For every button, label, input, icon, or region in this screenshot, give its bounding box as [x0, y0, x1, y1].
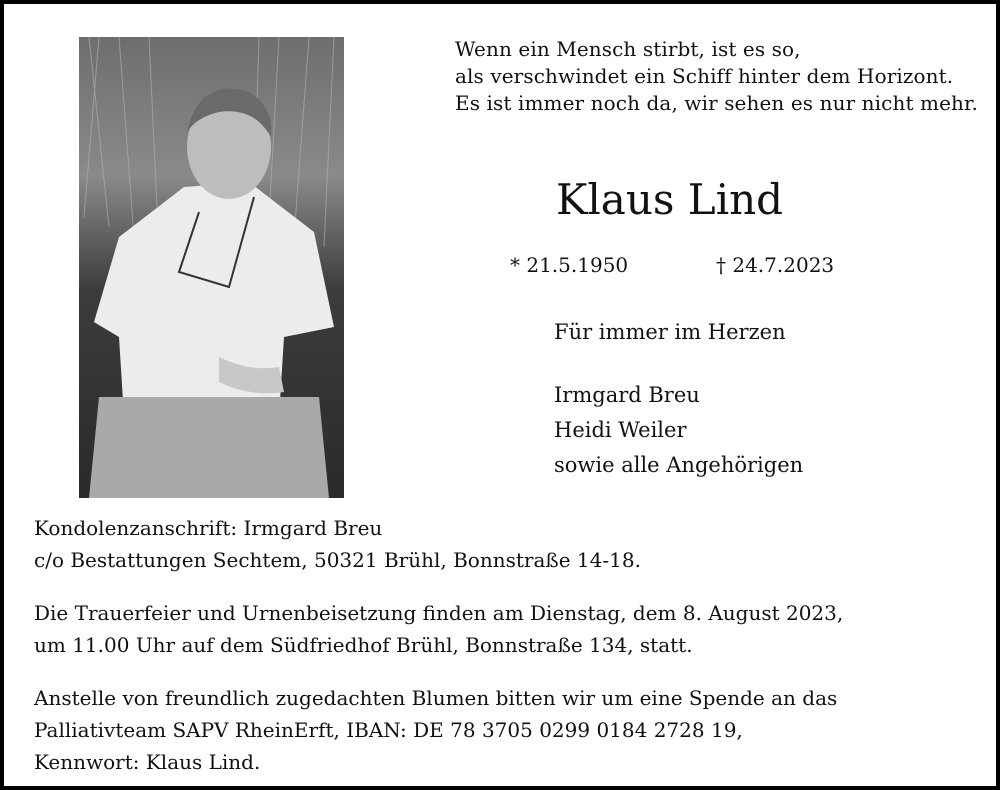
deceased-name: Klaus Lind: [556, 175, 784, 224]
ceremony-line: Die Trauerfeier und Urnenbeisetzung finden am Dienstag, dem 8. August 2023,: [34, 601, 844, 625]
birth-date: * 21.5.1950: [510, 253, 629, 277]
donation-line: Palliativteam SAPV RheinErft, IBAN: DE 78 3705 0299 0184 2728 19,: [34, 718, 743, 742]
mourner: sowie alle Angehörigen: [554, 453, 804, 477]
condolence-address: [34, 512, 984, 576]
donation-info: [34, 682, 984, 778]
mourner: Heidi Weiler: [554, 418, 687, 442]
quote-line: Wenn ein Mensch stirbt, ist es so,: [455, 37, 801, 61]
condolence-line: c/o Bestattungen Sechtem, 50321 Brühl, Bonnstraße 14-18.: [34, 548, 641, 572]
donation-line: Anstelle von freundlich zugedachten Blumen bitten wir um eine Spende an das: [34, 686, 838, 710]
ceremony-info: [34, 597, 984, 661]
quote: [455, 36, 985, 117]
memory-line: Für immer im Herzen: [554, 320, 786, 344]
portrait-photo-icon: [79, 37, 344, 498]
donation-line: Kennwort: Klaus Lind.: [34, 750, 261, 774]
mourners-list: [554, 378, 803, 483]
quote-line: Es ist immer noch da, wir sehen es nur nicht mehr.: [455, 91, 978, 115]
mourner: Irmgard Breu: [554, 383, 700, 407]
death-date: † 24.7.2023: [716, 253, 835, 277]
quote-line: als verschwindet ein Schiff hinter dem Horizont.: [455, 64, 954, 88]
ceremony-line: um 11.00 Uhr auf dem Südfriedhof Brühl, Bonnstraße 134, statt.: [34, 633, 693, 657]
condolence-line: Kondolenzanschrift: Irmgard Breu: [34, 516, 383, 540]
portrait-photo: [79, 37, 344, 498]
